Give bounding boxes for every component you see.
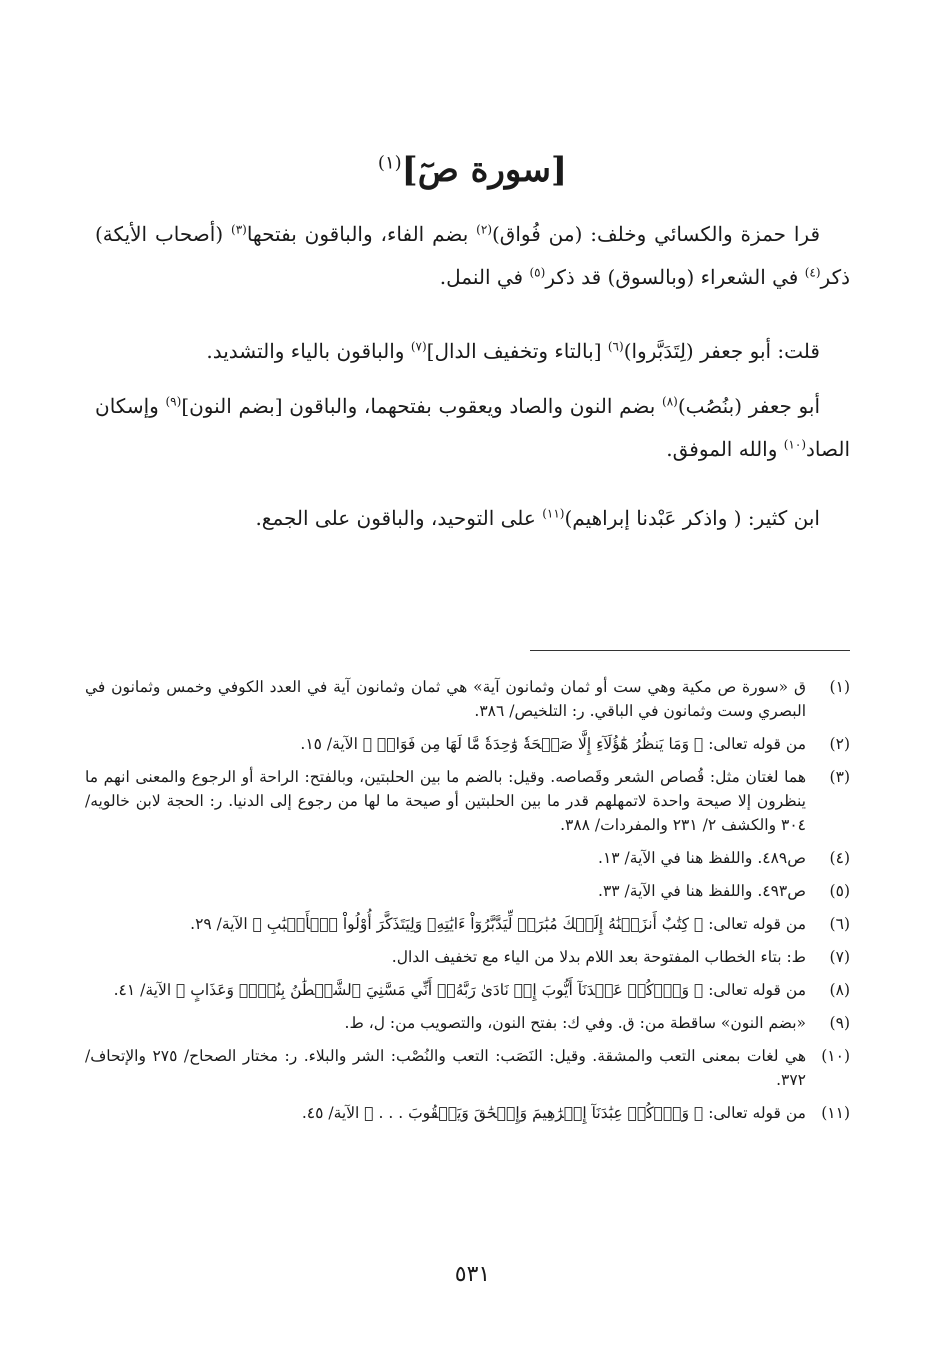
title-footnote-ref: (١) — [377, 152, 402, 174]
footnote — [85, 1044, 850, 1092]
footnote-number: (٧) — [829, 948, 850, 966]
footnote-ref-11: (١١) — [542, 506, 565, 521]
surah-title-text: [سورة صٓ] — [401, 150, 568, 190]
footnote-divider — [530, 650, 850, 651]
footnote-ref-9: (٩) — [165, 394, 182, 409]
paragraph-4-text — [95, 497, 850, 540]
footnote-number: (١١) — [821, 1104, 850, 1122]
footnote — [85, 945, 850, 969]
footnote — [85, 765, 850, 837]
p3-text-d: والله الموفق. — [666, 437, 784, 461]
footnote — [85, 846, 850, 870]
p3-text-a: أبو جعفر (بنُصُب) — [677, 394, 820, 418]
surah-title — [0, 150, 945, 190]
p2-text-c: والباقون بالياء والتشديد. — [206, 339, 411, 363]
footnote-number: (٣) — [829, 768, 850, 786]
footnote-ref-3: (٣) — [231, 222, 247, 237]
footnote-text: هي لغات بمعنى التعب والمشقة. وقيل: النَصَب: التعب والنُصْب: الشر والبلاء. ر: مختار الصحاح/ ٢٧٥ والإتحاف/ ٣٧٢. — [85, 1047, 806, 1089]
footnote-number: (٢) — [829, 735, 850, 753]
p1-text-d: في الشعراء (وبالسوق) قد ذكر — [545, 265, 805, 289]
footnote-ref-6: (٦) — [607, 339, 624, 354]
p2-text-b: [بالتاء وتخفيف الدال] — [426, 339, 608, 363]
paragraph-1 — [95, 213, 850, 299]
footnote-number: (١) — [829, 678, 850, 696]
page-number: ٥٣١ — [454, 1262, 491, 1287]
footnote — [85, 912, 850, 936]
footnote — [85, 1011, 850, 1035]
p1-text-b: بضم الفاء، والباقون بفتحها — [246, 222, 477, 246]
footnote — [85, 978, 850, 1002]
footnote — [85, 675, 850, 723]
footnote-ref-2: (٢) — [476, 222, 492, 237]
footnote-text: ق «سورة ص مكية وهي ست أو ثمان وثمانون آية» هي ثمان وثمانون آية في العدد الكوفي وخمس وثمانون في البصري وست وثمانون في الباقي. ر: التلخيص/ ٣٨٦. — [85, 678, 806, 720]
footnote — [85, 879, 850, 903]
footnote-ref-5: (٥) — [529, 265, 546, 280]
footnote-ref-7: (٧) — [410, 339, 427, 354]
paragraph-3-text — [95, 385, 850, 471]
footnote-number: (٥) — [829, 882, 850, 900]
footnote-text: من قوله تعالى: ﴿ وَٱذۡكُرۡ عَبۡدَنَآ أَيُّوبَ إِذۡ نَادَىٰ رَبَّهُۥٓ أَنِّي مَسَّنِيَ ٱلشَّيۡطَٰنُ بِنُصۡبٖ وَعَذَابٍ ﴾ الآية/ ٤١. — [113, 981, 806, 999]
p3-text-c: وإسكان الصاد — [95, 394, 850, 461]
paragraph-1-text — [95, 213, 850, 299]
footnote-number: (١٠) — [821, 1047, 850, 1065]
footnote-number: (٨) — [829, 981, 850, 999]
footnote-ref-8: (٨) — [662, 394, 678, 409]
paragraph-2-text — [95, 330, 850, 373]
footnote — [85, 1101, 850, 1125]
p1-text-c: (أصحاب الأيكة) ذكر — [95, 222, 850, 289]
footnote-number: (٦) — [829, 915, 850, 933]
p4-text-b: على التوحيد، والباقون على الجمع. — [255, 506, 543, 530]
footnote-text: ص٤٩٣. واللفظ هنا في الآية/ ٣٣. — [598, 882, 806, 900]
footnote-ref-4: (٤) — [804, 265, 821, 280]
p1-text-a: قرا حمزة والكسائي وخلف: (من فُواق) — [492, 222, 820, 246]
footnote-ref-10: (١٠) — [783, 437, 806, 452]
footnote — [85, 732, 850, 756]
footnote-text: «بضم النون» ساقطة من: ق. وفي ك: بفتح النون، والتصويب من: ل، ط. — [344, 1014, 806, 1032]
footnote-text: من قوله تعالى: ﴿ وَمَا يَنظُرُ هَٰٓؤُلَآءِ إِلَّا صَيۡحَةٗ وَٰحِدَةٗ مَّا لَهَا مِن فَوَاقٖ ﴾ الآية/ ١٥. — [300, 735, 806, 753]
p4-text-a: ابن كثير: ( واذكر عَبْدنا إبراهيم) — [564, 506, 820, 530]
footnote-text: هما لغتان مثل: قُصاص الشعر وقَصاصه. وقيل: بالضم ما بين الحلبتين، وبالفتح: الراحة أو الرجوع والمعنى انهم ما ينظرون إلا صيحة واحدة لاتمهلهم قدر ما بين الحلبتين أو صيحة ما لها من رجوع إلى الدنيا. ر: الحجة لابن خالويه/ ٣٠٤ والكشف ٢/ ٢٣١ والمفردات/ ٣٨٨. — [85, 768, 806, 834]
footnotes — [85, 675, 850, 1134]
footnote-text: ص٤٨٩. واللفظ هنا في الآية/ ١٣. — [598, 849, 806, 867]
paragraph-3 — [95, 385, 850, 471]
footnote-number: (٩) — [829, 1014, 850, 1032]
p3-text-b: بضم النون والصاد ويعقوب بفتحهما، والباقون [بضم النون] — [181, 394, 662, 418]
paragraph-4 — [95, 497, 850, 540]
paragraph-2 — [95, 330, 850, 373]
p1-text-e: في النمل. — [439, 265, 530, 289]
footnote-text: من قوله تعالى: ﴿ كِتَٰبٌ أَنزَلۡنَٰهُ إِلَيۡكَ مُبَٰرَكٞ لِّيَدَّبَّرُوٓاْ ءَايَٰتِهِۦ وَلِيَتَذَكَّرَ أُوْلُواْ ٱلۡأَلۡبَٰبِ ﴾ الآية/ ٢٩. — [190, 915, 806, 933]
p2-text-a: قلت: أبو جعفر (لِتَدَبَّروا) — [623, 339, 820, 363]
footnote-text: ط: بتاء الخطاب المفتوحة بعد اللام بدلا من الياء مع تخفيف الدال. — [391, 948, 806, 966]
footnote-text: من قوله تعالى: ﴿ وَٱذۡكُرۡ عِبَٰدَنَآ إِبۡرَٰهِيمَ وَإِسۡحَٰقَ وَيَعۡقُوبَ . . . ﴾ الآية/ ٤٥. — [301, 1104, 806, 1122]
footnote-number: (٤) — [829, 849, 850, 867]
